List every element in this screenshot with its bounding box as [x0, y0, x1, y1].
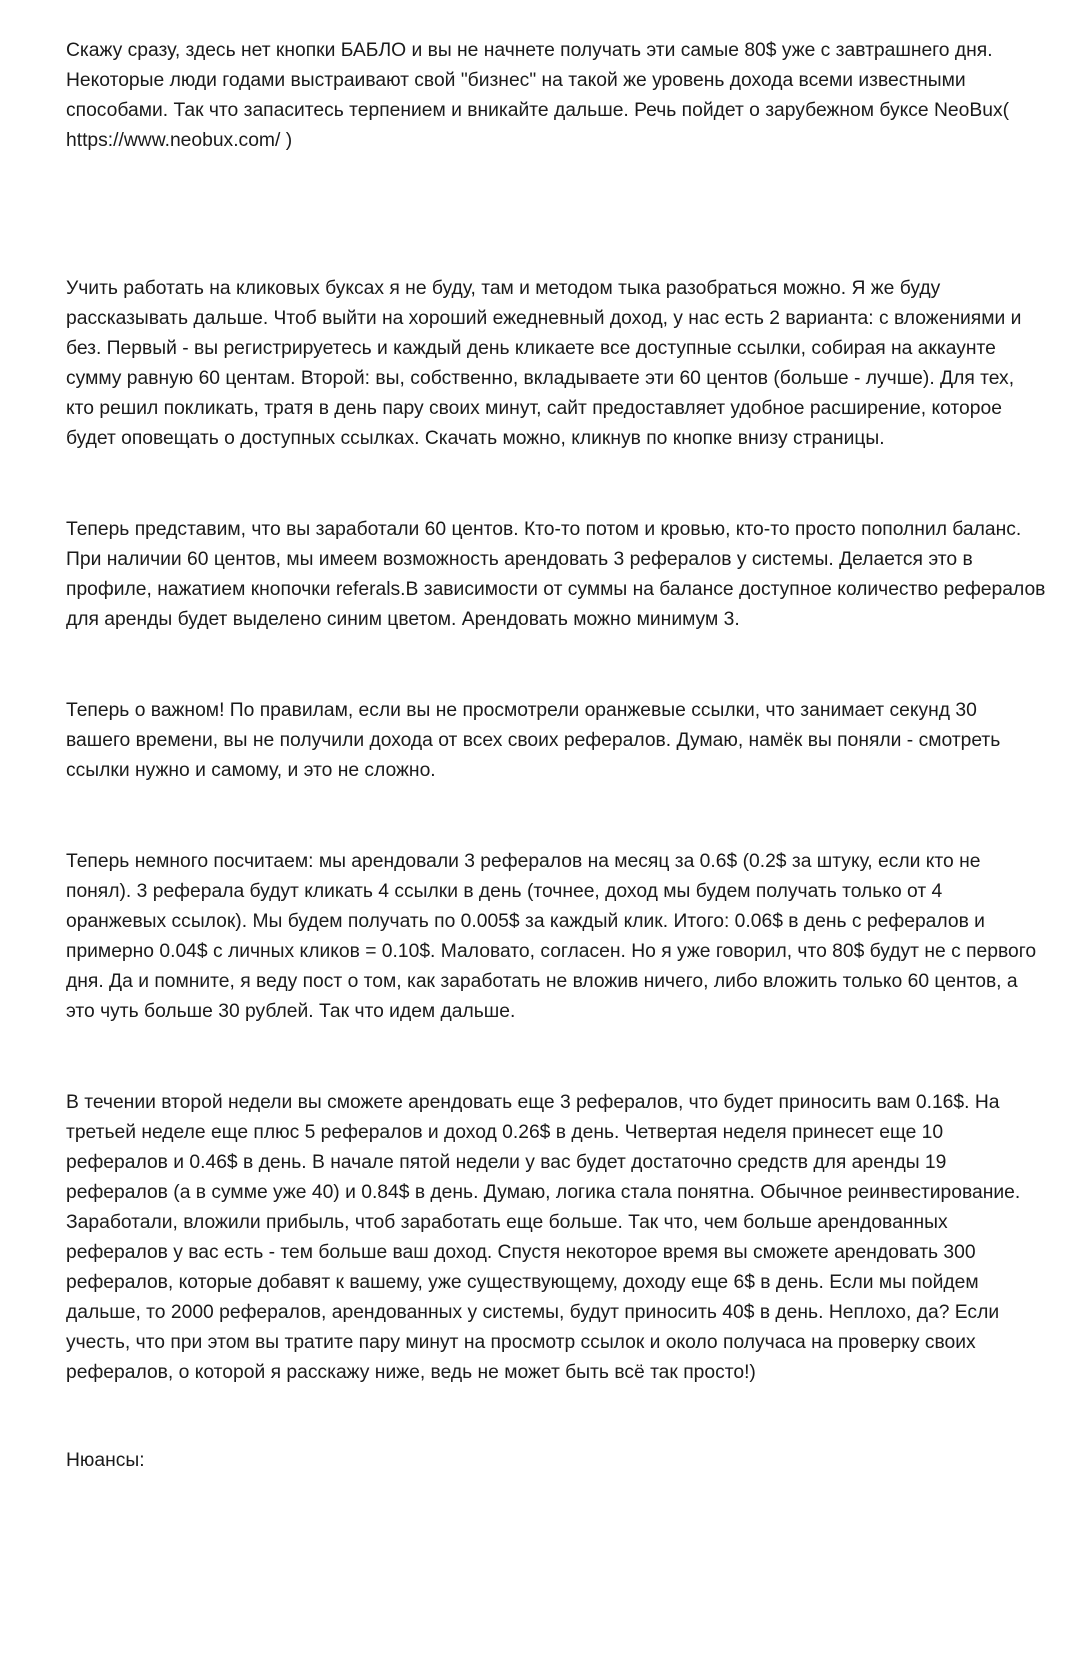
paragraph-spacer: [66, 635, 1046, 696]
paragraph-calculation: Теперь немного посчитаем: мы арендовали 3 рефералов на месяц за 0.6$ (0.2$ за штуку, если кто не понял). 3 реферала будут кликать 4 ссылки в день (точнее, доход мы будем получать только от 4 оранжевых ссылок). Мы будем получать по 0.005$ за каждый клик. Итого: 0.06$ в день с рефералов и примерно 0.04$ с личных кликов = 0.10$. Маловато, согласен. Но я уже говорил, что 80$ будут не с первого дня. Да и помните, я веду пост о том, как заработать не вложив ничего, либо вложить только 60 центов, а это чуть больше 30 рублей. Так что идем дальше.: [66, 851, 1037, 1022]
paragraph-spacer: [66, 1388, 1046, 1446]
paragraph-important: Теперь о важном! По правилам, если вы не просмотрели оранжевые ссылки, что занимает секунд 30 вашего времени, вы не получили дохода от всех своих рефералов. Думаю, намёк вы поняли - смотреть ссылки нужно и самому, и это не сложно.: [66, 700, 1001, 781]
paragraph-spacer: [66, 1027, 1046, 1088]
paragraph-spacer: [66, 156, 1046, 274]
paragraph-spacer: [66, 786, 1046, 847]
paragraph-spacer: [66, 454, 1046, 515]
paragraph-how-to-start: Учить работать на кликовых буксах я не буду, там и методом тыка разобраться можно. Я же буду рассказывать дальше. Чтоб выйти на хороший ежедневный доход, у нас есть 2 варианта: с вложениями и без. Первый - вы регистрируетесь и каждый день кликаете все доступные ссылки, собирая на аккаунте сумму равную 60 центам. Второй: вы, собственно, вкладываете эти 60 центов (больше - лучше). Для тех, кто решил покликать, тратя в день пару своих минут, сайт предоставляет удобное расширение, которое будет оповещать о доступных ссылках. Скачать можно, кликнув по кнопке внизу страницы.: [66, 278, 1022, 449]
paragraph-renting-referrals: Теперь представим, что вы заработали 60 центов. Кто-то потом и кровью, кто-то просто пополнил баланс. При наличии 60 центов, мы имеем возможность арендовать 3 рефералов у системы. Делается это в профиле, нажатием кнопочки referals.В зависимости от суммы на балансе доступное количество рефералов для аренды будет выделено синим цветом. Арендовать можно минимум 3.: [66, 519, 1046, 630]
heading-nuances: Нюансы:: [66, 1450, 145, 1471]
document-body: [66, 36, 1046, 1476]
paragraph-intro: Скажу сразу, здесь нет кнопки БАБЛО и вы не начнете получать эти самые 80$ уже с завтрашнего дня. Некоторые люди годами выстраивают свой "бизнес" на такой же уровень дохода всеми известными способами. Так что запаситесь терпением и вникайте дальше. Речь пойдет о зарубежном буксе NeoBux( https://www.neobux.com/ ): [66, 40, 1009, 151]
paragraph-reinvesting: В течении второй недели вы сможете арендовать еще 3 рефералов, что будет приносить вам 0.16$. На третьей неделе еще плюс 5 рефералов и доход 0.26$ в день. Четвертая неделя принесет еще 10 рефералов и 0.46$ в день. В начале пятой недели у вас будет достаточно средств для аренды 19 рефералов (а в сумме уже 40) и 0.84$ в день. Думаю, логика стала понятна. Обычное реинвестирование. Заработали, вложили прибыль, чтоб заработать еще больше. Так что, чем больше арендованных рефералов у вас есть - тем больше ваш доход. Спустя некоторое время вы сможете арендовать 300 рефералов, которые добавят к вашему, уже существующему, доходу еще 6$ в день. Если мы пойдем дальше, то 2000 рефералов, арендованных у системы, будут приносить 40$ в день. Неплохо, да? Если учесть, что при этом вы тратите пару минут на просмотр ссылок и около получаса на проверку своих рефералов, о которой я расскажу ниже, ведь не может быть всё так просто!): [66, 1092, 1021, 1383]
